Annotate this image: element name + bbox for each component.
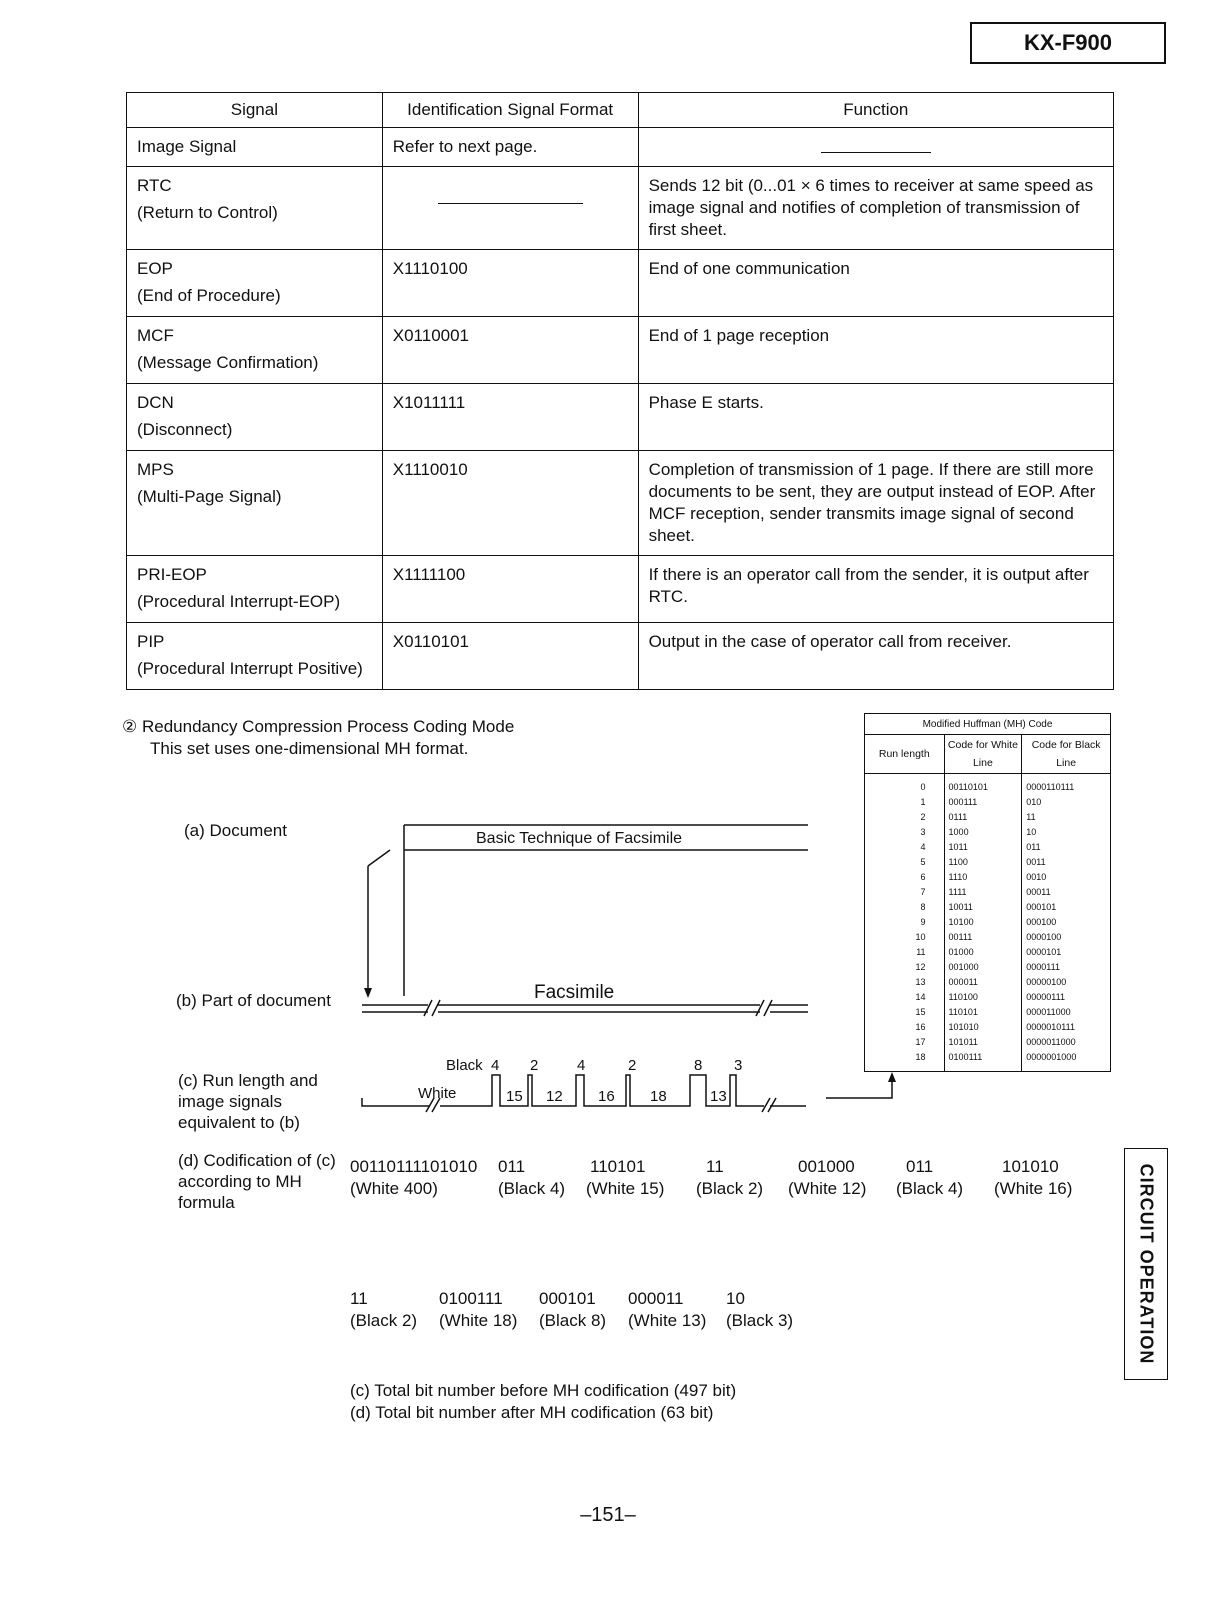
mh-cell: 00000111 (1026, 992, 1065, 1002)
code-item: 000011 (White 13) (628, 1289, 707, 1330)
mh-cell: 18 (915, 1052, 926, 1062)
mh-cell: 011 (1026, 842, 1041, 852)
mh-cell: 0000010111 (1026, 1022, 1075, 1032)
mh-table-title: Modified Huffman (MH) Code (865, 714, 1111, 735)
format-cell: Refer to next page. (382, 128, 638, 167)
mh-cell: 1110 (948, 872, 968, 882)
mh-cell: 101011 (948, 1037, 978, 1047)
mh-cell: 000111 (948, 797, 978, 807)
format-cell: X1110100 (382, 250, 638, 317)
black-label: Black (446, 1057, 483, 1074)
mh-column-header: Code for Black Line (1022, 735, 1111, 774)
format-cell: X1110010 (382, 451, 638, 556)
code-item: 00110111101010 (White 400) (350, 1157, 478, 1198)
column-header: Identification Signal Format (382, 93, 638, 128)
model-label: KX-F900 (970, 22, 1166, 64)
mh-cell: 8 (920, 902, 926, 912)
mh-cell: 13 (915, 977, 926, 987)
mh-cell: 000101 (1026, 902, 1057, 912)
format-cell: X0110001 (382, 317, 638, 384)
white-code-column (944, 774, 1022, 1072)
mh-cell: 15 (915, 1007, 926, 1017)
code-item: 001000 (White 12) (788, 1157, 867, 1198)
label-a: (a) Document (184, 821, 287, 840)
code-item: 11 (Black 2) (350, 1289, 418, 1330)
mh-cell: 1 (920, 797, 926, 807)
mh-cell: 0000001000 (1026, 1052, 1077, 1062)
mh-cell: 000011000 (1026, 1007, 1071, 1017)
mh-cell: 12 (915, 962, 926, 972)
mh-cell: 1000 (948, 827, 969, 837)
white-run-label: 18 (650, 1088, 667, 1105)
label-d: (d) Codification of (c) according to MH formula (178, 1151, 336, 1212)
black-run-label: 2 (628, 1057, 637, 1074)
code-item: 000101 (Black 8) (539, 1289, 607, 1330)
mh-cell: 10100 (948, 917, 974, 927)
mh-cell: 3 (920, 827, 926, 837)
label-c: (c) Run length and image signals equivalent to (b) (178, 1071, 318, 1132)
label-b: (b) Part of document (176, 991, 331, 1010)
mh-cell: 0 (920, 782, 926, 792)
column-header: Function (638, 93, 1113, 128)
mh-cell: 0111 (948, 812, 968, 822)
signal-cell: RTC (Return to Control) (127, 167, 383, 250)
doc-title-text: Basic Technique of Facsimile (476, 830, 683, 847)
mh-cell: 4 (920, 842, 926, 852)
function-cell: Phase E starts. (638, 384, 1113, 451)
side-tab (1124, 1148, 1168, 1380)
mh-cell: 110101 (948, 1007, 978, 1017)
mh-cell: 16 (915, 1022, 926, 1032)
mh-cell: 0000101 (1026, 947, 1062, 957)
signal-cell: PIP (Procedural Interrupt Positive) (127, 623, 383, 690)
mh-cell: 0100111 (948, 1052, 983, 1062)
white-label: White (418, 1085, 457, 1102)
section-subtitle: This set uses one-dimensional MH format. (150, 739, 469, 758)
mh-cell: 17 (915, 1037, 926, 1047)
format-cell: X1011111 (382, 384, 638, 451)
mh-cell: 01000 (948, 947, 974, 957)
code-item: 110101 (White 15) (586, 1157, 665, 1198)
total-before: (c) Total bit number before MH codification (497 bit) (350, 1381, 737, 1400)
mh-cell: 0010 (1026, 872, 1047, 882)
mh-cell: 1100 (948, 857, 968, 867)
function-cell: Sends 12 bit (0...01 × 6 times to receiver at same speed as image signal and notifies of completion of transmission of first sheet. (638, 167, 1113, 250)
mh-cell: 000011 (948, 977, 978, 987)
code-item: 0100111 (White 18) (439, 1289, 518, 1330)
mh-cell: 010 (1026, 797, 1042, 807)
white-run-label: 12 (546, 1088, 563, 1105)
mh-cell: 00111 (948, 932, 973, 942)
mh-cell: 00110101 (948, 782, 988, 792)
mh-cell: 5 (920, 857, 926, 867)
white-run-label: 13 (710, 1088, 727, 1105)
section-title: Redundancy Compression Process Coding Mode (141, 717, 515, 736)
mh-cell: 2 (920, 812, 926, 822)
mh-cell: 6 (920, 872, 926, 882)
column-header: Signal (127, 93, 383, 128)
signal-cell: Image Signal (127, 128, 383, 167)
total-after: (d) Total bit number after MH codification (63 bit) (350, 1403, 714, 1422)
mh-cell: 1111 (948, 887, 967, 897)
mh-cell: 110100 (948, 992, 978, 1002)
mh-cell: 00000100 (1026, 977, 1067, 987)
function-cell: If there is an operator call from the sender, it is output after RTC. (638, 556, 1113, 623)
signal-cell: DCN (Disconnect) (127, 384, 383, 451)
mh-cell: 11 (1026, 812, 1036, 822)
mh-cell: 0000011000 (1026, 1037, 1076, 1047)
format-cell: X1111100 (382, 556, 638, 623)
black-run-label: 4 (491, 1057, 500, 1074)
mh-column-header: Run length (865, 735, 945, 774)
white-run-label: 16 (598, 1088, 615, 1105)
mh-cell: 1011 (948, 842, 968, 852)
function-cell: End of 1 page reception (638, 317, 1113, 384)
mh-cell: 001000 (948, 962, 979, 972)
mh-column-header: Code for White Line (944, 735, 1022, 774)
function-cell: Completion of transmission of 1 page. If there are still more documents to be sent, they are output instead of EOP. After MCF reception, sender transmits image signal of second sheet. (638, 451, 1113, 556)
mh-cell: 0000100 (1026, 932, 1062, 942)
page-number: –151– (580, 1504, 636, 1526)
code-item: 101010 (White 16) (994, 1157, 1073, 1198)
code-item: 011 (Black 4) (896, 1157, 964, 1198)
signal-cell: MPS (Multi-Page Signal) (127, 451, 383, 556)
black-run-label: 4 (577, 1057, 586, 1074)
mh-cell: 9 (920, 917, 926, 927)
white-run-label: 15 (506, 1088, 523, 1105)
signal-cell: EOP (End of Procedure) (127, 250, 383, 317)
code-item: 11 (Black 2) (696, 1157, 764, 1198)
mh-cell: 101010 (948, 1022, 979, 1032)
mh-cell: 10 (915, 932, 926, 942)
black-run-label: 3 (734, 1057, 743, 1074)
mh-cell: 0000110111 (1026, 782, 1075, 792)
signal-cell: MCF (Message Confirmation) (127, 317, 383, 384)
mh-code-table (864, 713, 1111, 1072)
function-cell: End of one communication (638, 250, 1113, 317)
black-run-label: 8 (694, 1057, 703, 1074)
function-cell: Output in the case of operator call from receiver. (638, 623, 1113, 690)
mh-cell: 000100 (1026, 917, 1057, 927)
run-length-column (865, 774, 945, 1072)
mh-cell: 0000111 (1026, 962, 1060, 972)
part-text: Facsimile (534, 982, 615, 1003)
black-code-column (1022, 774, 1111, 1072)
code-item: 10 (Black 3) (726, 1289, 794, 1330)
mh-cell: 7 (920, 887, 926, 897)
code-item: 011 (Black 4) (498, 1157, 566, 1198)
mh-cell: 0011 (1026, 857, 1046, 867)
black-run-label: 2 (530, 1057, 539, 1074)
mh-cell: 00011 (1026, 887, 1051, 897)
mh-cell: 10 (1026, 827, 1037, 837)
mh-cell: 10011 (948, 902, 973, 912)
mh-cell: 14 (915, 992, 926, 1002)
side-tab-label: CIRCUIT OPERATION (1136, 1163, 1157, 1365)
section-number: ② (122, 717, 138, 736)
mh-cell: 11 (916, 947, 926, 957)
signal-cell: PRI-EOP (Procedural Interrupt-EOP) (127, 556, 383, 623)
format-cell: X0110101 (382, 623, 638, 690)
